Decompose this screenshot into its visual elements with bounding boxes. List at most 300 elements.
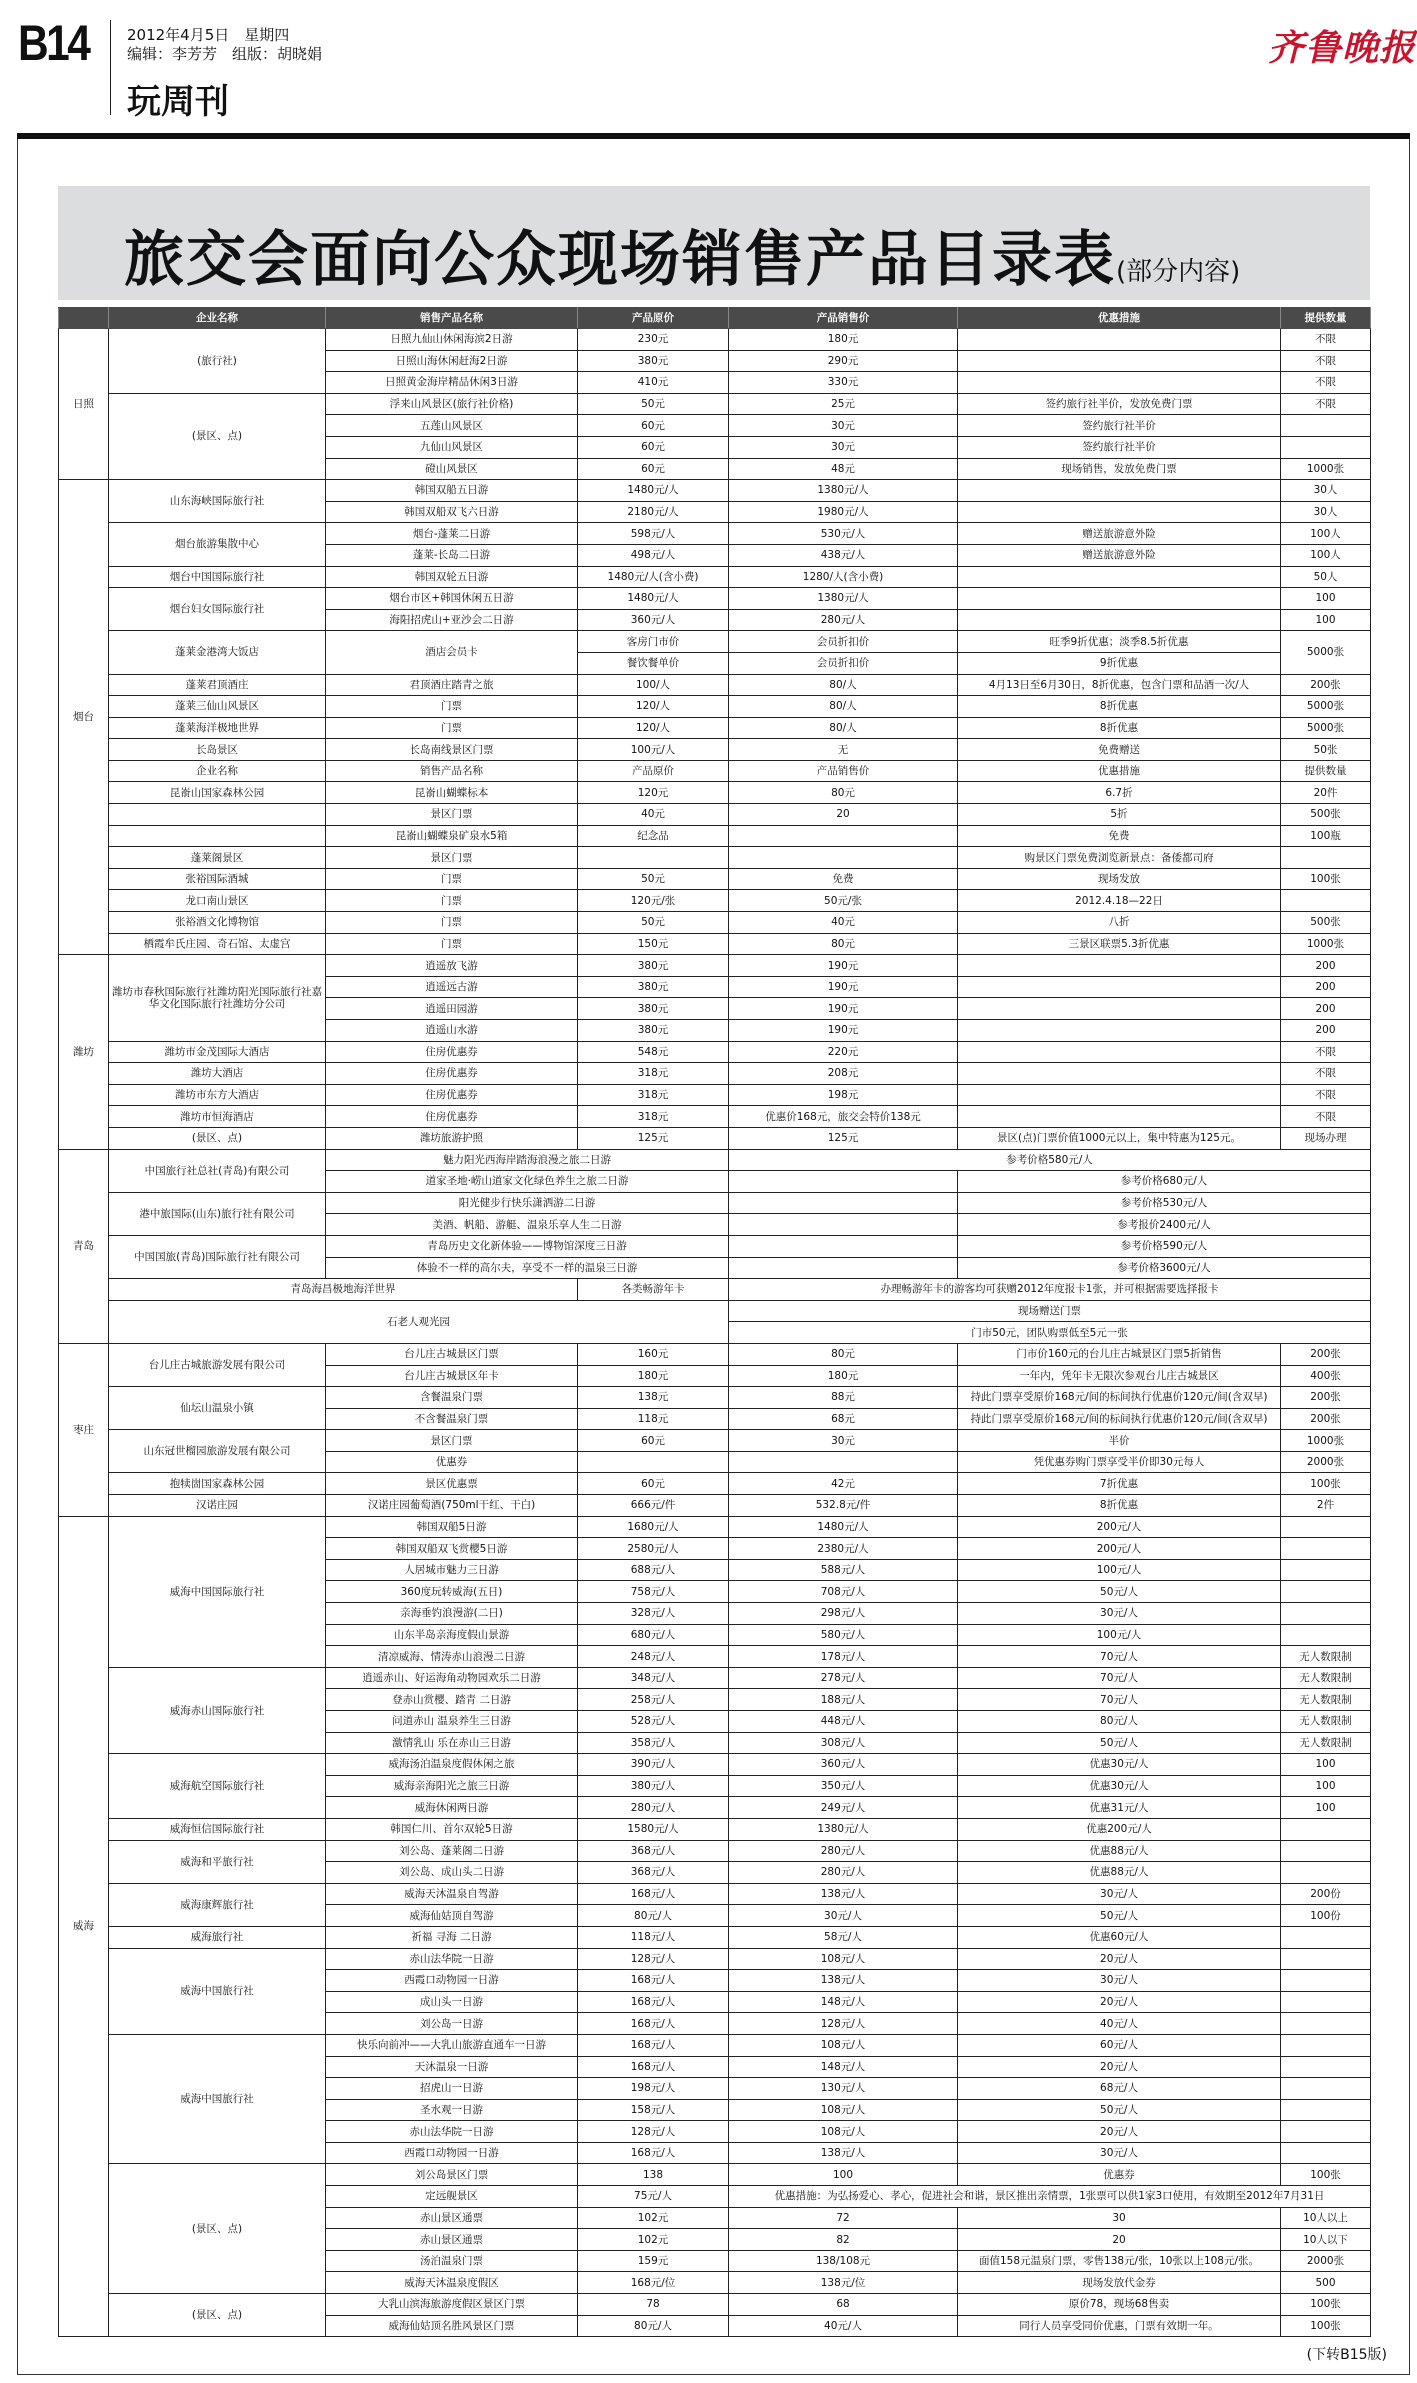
continued-note: (下转B15版) [1306, 2347, 1387, 2363]
table-row [59, 393, 1371, 415]
table-cell [729, 1192, 958, 1214]
table-cell: 含餐温泉门票 [326, 1387, 578, 1409]
table-cell: 各类畅游年卡 [578, 1279, 729, 1301]
column-header: 产品销售价 [729, 308, 958, 329]
table-cell: 烟台旅游集散中心 [109, 523, 326, 566]
table-row [59, 1041, 1371, 1063]
table-cell: 免费赠送 [958, 739, 1281, 761]
table-row [59, 1343, 1371, 1365]
table-cell: 中国旅行社总社(青岛)有限公司 [109, 1149, 326, 1192]
table-cell: 50元/人 [958, 1581, 1281, 1603]
table-cell [729, 1214, 958, 1236]
table-cell: 威海天沐温泉度假区 [326, 2272, 578, 2294]
table-cell: 不限 [1281, 1041, 1371, 1063]
table-cell: 不限 [1281, 1106, 1371, 1128]
table-row [59, 1192, 1371, 1214]
table-cell [1281, 1862, 1371, 1884]
table-cell: 158元/人 [578, 2099, 729, 2121]
table-cell: 逍遥远古游 [326, 976, 578, 998]
table-cell: 日照山海休闲赶海2日游 [326, 350, 578, 372]
table-cell [578, 847, 729, 869]
table-cell: 优惠券 [958, 2164, 1281, 2186]
table-cell [1281, 436, 1371, 458]
table-cell: 潍坊 [59, 955, 109, 1149]
table-row [59, 1926, 1371, 1948]
table-cell [958, 998, 1281, 1020]
table-cell: 住房优惠券 [326, 1063, 578, 1085]
table-cell: 潍坊旅游护照 [326, 1127, 578, 1149]
table-row [59, 717, 1371, 739]
table-cell: 威海中国旅行社 [109, 1948, 326, 2034]
table-cell: 2180元/人 [578, 501, 729, 523]
table-cell: 200 [1281, 976, 1371, 998]
table-row [59, 912, 1371, 934]
table-row [59, 1473, 1371, 1495]
table-cell: 8折优惠 [958, 1495, 1281, 1517]
table-cell: 优惠措施 [958, 760, 1281, 782]
table-cell: 君顶酒庄踏青之旅 [326, 674, 578, 696]
table-cell: 88元 [729, 1387, 958, 1409]
table-cell [958, 1020, 1281, 1042]
table-cell: 1380元/人 [729, 480, 958, 502]
table-cell: 9折优惠 [958, 652, 1281, 674]
table-row [59, 1667, 1371, 1689]
table-cell [1281, 2099, 1371, 2121]
table-cell [1281, 1516, 1371, 1538]
table-cell: 42元 [729, 1473, 958, 1495]
table-cell: 80元 [729, 782, 958, 804]
masthead-divider [110, 20, 111, 115]
table-cell: 60元 [578, 458, 729, 480]
table-cell: 100份 [1281, 1905, 1371, 1927]
table-row [59, 1948, 1371, 1970]
column-header: 企业名称 [109, 308, 326, 329]
table-cell: 72 [729, 2207, 958, 2229]
table-cell [958, 1106, 1281, 1128]
table-row [59, 631, 1371, 653]
table-cell: 会员折扣价 [729, 652, 958, 674]
table-cell: 120元/张 [578, 890, 729, 912]
table-cell: 360元/人 [578, 609, 729, 631]
table-cell: 现场发放 [958, 868, 1281, 890]
table-cell [958, 955, 1281, 977]
table-cell: 不含餐温泉门票 [326, 1408, 578, 1430]
table-cell: 西霞口动物园一日游 [326, 1970, 578, 1992]
table-cell: 368元/人 [578, 1862, 729, 1884]
table-cell: 2000张 [1281, 1451, 1371, 1473]
table-cell: 签约旅行社半价 [958, 436, 1281, 458]
table-cell: 102元 [578, 2229, 729, 2251]
table-cell: 登赤山赏樱、踏青 二日游 [326, 1689, 578, 1711]
table-cell [1281, 1624, 1371, 1646]
table-cell: 532.8元/件 [729, 1495, 958, 1517]
table-row [59, 1754, 1371, 1776]
table-cell: 280元/人 [578, 1797, 729, 1819]
table-cell: 220元 [729, 1041, 958, 1063]
table-cell: 青岛海昌极地海洋世界 [109, 1279, 578, 1301]
table-cell: 蓬莱君顶酒庄 [109, 674, 326, 696]
table-cell: 无人数限制 [1281, 1667, 1371, 1689]
table-cell: 500张 [1281, 804, 1371, 826]
table-cell: 80/人 [729, 674, 958, 696]
table-cell: 潍坊市金茂国际大酒店 [109, 1041, 326, 1063]
table-row [59, 804, 1371, 826]
table-cell: 30元/人 [729, 1905, 958, 1927]
column-header [59, 308, 109, 329]
table-cell: 无 [729, 739, 958, 761]
table-cell [1281, 2078, 1371, 2100]
table-cell: 烟台 [59, 480, 109, 955]
table-cell: 20元/人 [958, 1948, 1281, 1970]
newspaper-logo: 齐鲁晚报 [1268, 27, 1417, 69]
table-cell: 参考价格3600元/人 [958, 1257, 1371, 1279]
table-cell: 不限 [1281, 372, 1371, 394]
table-cell [1281, 2121, 1371, 2143]
table-cell: 118元/人 [578, 1926, 729, 1948]
table-cell: 山东半岛亲海度假山景游 [326, 1624, 578, 1646]
table-cell: 会员折扣价 [729, 631, 958, 653]
table-cell: 烟台市区+韩国休闲五日游 [326, 588, 578, 610]
table-row [59, 674, 1371, 696]
table-cell: 125元 [729, 1127, 958, 1149]
table-cell: 68元 [729, 1408, 958, 1430]
table-cell: 优惠88元/人 [958, 1840, 1281, 1862]
table-cell: 50元 [578, 912, 729, 934]
table-cell: 门票 [326, 912, 578, 934]
table-cell: 128元/人 [578, 2121, 729, 2143]
table-cell: 30元 [729, 1430, 958, 1452]
table-cell: 日照 [59, 329, 109, 480]
table-cell: 50元/人 [958, 1732, 1281, 1754]
table-cell: 360度玩转威海(五日) [326, 1581, 578, 1603]
table-cell: 100 [1281, 609, 1371, 631]
table-cell: 同行人员享受同价优惠，门票有效期一年。 [958, 2315, 1281, 2337]
table-cell: 现场赠送门票 [729, 1300, 1371, 1322]
table-cell: 参考报价2400元/人 [958, 1214, 1371, 1236]
table-cell: 住房优惠券 [326, 1084, 578, 1106]
table-cell: 日照九仙山休闲海滨2日游 [326, 329, 578, 351]
table-row [59, 1235, 1371, 1257]
table-cell: 威海航空国际旅行社 [109, 1754, 326, 1819]
table-cell: 190元 [729, 1020, 958, 1042]
table-cell: 汤泊温泉门票 [326, 2250, 578, 2272]
table-row [59, 1106, 1371, 1128]
table-cell: 美酒、帆船、游艇、温泉乐享人生二日游 [326, 1214, 729, 1236]
table-cell: 威海中国国际旅行社 [109, 1516, 326, 1667]
table-cell: 188元/人 [729, 1689, 958, 1711]
table-cell: 快乐向前冲——大乳山旅游直通车一日游 [326, 2034, 578, 2056]
table-cell: (景区、点) [109, 2164, 326, 2294]
table-cell: 赤山景区通票 [326, 2229, 578, 2251]
table-cell: 烟台中国国际旅行社 [109, 566, 326, 588]
table-cell: 138元/人 [729, 1883, 958, 1905]
table-cell [1281, 1603, 1371, 1625]
table-cell: 招虎山一日游 [326, 2078, 578, 2100]
table-row [59, 696, 1371, 718]
table-cell: 70元/人 [958, 1689, 1281, 1711]
table-cell: 400张 [1281, 1365, 1371, 1387]
table-cell: 70元/人 [958, 1646, 1281, 1668]
table-cell: 5000张 [1281, 631, 1371, 674]
table-cell: 不限 [1281, 1063, 1371, 1085]
table-cell [1281, 1559, 1371, 1581]
table-cell: 体验不一样的高尔夫，享受不一样的温泉三日游 [326, 1257, 729, 1279]
table-cell: 山东海峡国际旅行社 [109, 480, 326, 523]
table-cell: 148元/人 [729, 2056, 958, 2078]
table-cell: 蓬莱-长岛二日游 [326, 544, 578, 566]
table-cell: 102元 [578, 2207, 729, 2229]
table-cell: 130元/人 [729, 2078, 958, 2100]
table-cell: 50张 [1281, 739, 1371, 761]
table-cell: 688元/人 [578, 1559, 729, 1581]
table-cell: 6.7折 [958, 782, 1281, 804]
table-cell: 108元/人 [729, 2121, 958, 2143]
table-cell: 1280/人(含小费) [729, 566, 958, 588]
table-cell: 100瓶 [1281, 825, 1371, 847]
table-cell [1281, 2056, 1371, 2078]
table-cell: 参考价格580元/人 [729, 1149, 1371, 1171]
table-cell: 108元/人 [729, 2034, 958, 2056]
table-cell: 逍遥山水游 [326, 1020, 578, 1042]
table-cell: 优惠价168元，旅交会特价138元 [729, 1106, 958, 1128]
table-cell: 120/人 [578, 717, 729, 739]
page-title [124, 212, 1240, 298]
table-cell: 威海仙姑顶名胜风景区门票 [326, 2315, 578, 2337]
table-cell: 参考价格530元/人 [958, 1192, 1371, 1214]
table-cell: 290元 [729, 350, 958, 372]
table-cell: 580元/人 [729, 1624, 958, 1646]
table-cell [1281, 1926, 1371, 1948]
table-cell: 1000张 [1281, 458, 1371, 480]
table-cell: 200 [1281, 955, 1371, 977]
table-cell: 免费 [729, 868, 958, 890]
table-cell: 韩国双轮五日游 [326, 566, 578, 588]
product-catalog-table [58, 307, 1371, 2337]
table-cell: 住房优惠券 [326, 1106, 578, 1128]
table-row [59, 1084, 1371, 1106]
page-title-main: 旅交会面向公众现场销售产品目录表 [124, 225, 1116, 295]
table-cell [958, 501, 1281, 523]
table-cell: 100 [1281, 1754, 1371, 1776]
table-cell: 1000张 [1281, 933, 1371, 955]
table-cell: 山东冠世榴园旅游发展有限公司 [109, 1430, 326, 1473]
table-cell: 优惠30元/人 [958, 1754, 1281, 1776]
table-cell: 销售产品名称 [326, 760, 578, 782]
table-cell [958, 1041, 1281, 1063]
table-cell: 1580元/人 [578, 1818, 729, 1840]
page-number: B14 [18, 15, 89, 71]
table-cell: 20元/人 [958, 1991, 1281, 2013]
table-cell [958, 480, 1281, 502]
table-cell: 25元 [729, 393, 958, 415]
table-cell: 台儿庄古城景区年卡 [326, 1365, 578, 1387]
table-cell: 198元 [729, 1084, 958, 1106]
table-cell: 318元 [578, 1084, 729, 1106]
table-cell: 景区门票 [326, 847, 578, 869]
table-cell: 48元 [729, 458, 958, 480]
table-cell: 498元/人 [578, 544, 729, 566]
table-cell: 50元 [578, 393, 729, 415]
table-cell: 138元/人 [729, 1970, 958, 1992]
table-cell: 张裕国际酒城 [109, 868, 326, 890]
table-cell: (旅行社) [109, 329, 326, 394]
table-cell: 现场办理 [1281, 1127, 1371, 1149]
table-cell: 118元 [578, 1408, 729, 1430]
table-cell: 潍坊市春秋国际旅行社潍坊阳光国际旅行社嘉华文化国际旅行社潍坊分公司 [109, 955, 326, 1041]
table-cell: 韩国双船五日游 [326, 480, 578, 502]
table-cell: 台儿庄古城景区门票 [326, 1343, 578, 1365]
table-cell: 赤山法华院一日游 [326, 2121, 578, 2143]
table-row [59, 1516, 1371, 1538]
table-cell: 190元 [729, 998, 958, 1020]
table-cell: 20元/人 [958, 2121, 1281, 2143]
table-cell: 180元 [729, 1365, 958, 1387]
table-cell: 威海和平旅行社 [109, 1840, 326, 1883]
table-cell: 100/人 [578, 674, 729, 696]
table-cell: 定远舰景区 [326, 2186, 578, 2208]
table-cell: 产品原价 [578, 760, 729, 782]
table-cell [1281, 890, 1371, 912]
table-cell: 无人数限制 [1281, 1732, 1371, 1754]
table-row [59, 2164, 1371, 2186]
table-cell: 100元/人 [958, 1624, 1281, 1646]
table-cell: 598元/人 [578, 523, 729, 545]
table-cell: 100 [1281, 588, 1371, 610]
table-cell: 258元/人 [578, 1689, 729, 1711]
table-cell: 1480元/人 [729, 1516, 958, 1538]
table-cell: 120/人 [578, 696, 729, 718]
table-cell [1281, 2142, 1371, 2164]
table-cell: 50元/人 [958, 2099, 1281, 2121]
table-cell: 80/人 [729, 717, 958, 739]
table-cell: 10人以上 [1281, 2207, 1371, 2229]
table-cell: 125元 [578, 1127, 729, 1149]
table-cell: 成山头一日游 [326, 1991, 578, 2013]
table-cell: 358元/人 [578, 1732, 729, 1754]
table-cell: 5000张 [1281, 696, 1371, 718]
table-cell: 亲海垂钓浪漫游(二日) [326, 1603, 578, 1625]
table-cell: 528元/人 [578, 1711, 729, 1733]
table-cell: 1480元/人 [578, 588, 729, 610]
table-cell: 蓬莱三仙山风景区 [109, 696, 326, 718]
table-cell: 赤山法华院一日游 [326, 1948, 578, 1970]
table-cell: 159元 [578, 2250, 729, 2272]
table-cell: 20 [958, 2229, 1281, 2251]
table-cell [958, 1084, 1281, 1106]
title-band [58, 186, 1370, 300]
table-cell: 威海旅行社 [109, 1926, 326, 1948]
table-cell: 410元 [578, 372, 729, 394]
table-cell: 40元 [729, 912, 958, 934]
table-cell: 128元/人 [729, 2013, 958, 2035]
table-cell: 2000张 [1281, 2250, 1371, 2272]
table-cell: 40元/人 [958, 2013, 1281, 2035]
table-cell: 八折 [958, 912, 1281, 934]
table-cell [729, 825, 958, 847]
table-cell: 120元 [578, 782, 729, 804]
table-cell: 门票 [326, 868, 578, 890]
table-cell: 石老人观光园 [109, 1300, 729, 1343]
table-cell: 酒店会员卡 [326, 631, 578, 674]
table-cell: 不限 [1281, 1084, 1371, 1106]
table-cell: 蓬莱海洋极地世界 [109, 717, 326, 739]
table-cell: 提供数量 [1281, 760, 1371, 782]
table-cell: 免费 [958, 825, 1281, 847]
table-row [59, 523, 1371, 545]
table-cell: 五莲山风景区 [326, 415, 578, 437]
table-cell: 优惠券 [326, 1451, 578, 1473]
table-row [59, 1063, 1371, 1085]
table-cell: 逍遥放飞游 [326, 955, 578, 977]
table-cell: 280元/人 [729, 1840, 958, 1862]
table-cell: 长岛南线景区门票 [326, 739, 578, 761]
table-cell: 1680元/人 [578, 1516, 729, 1538]
table-cell: 168元/人 [578, 1970, 729, 1992]
table-cell [1281, 2034, 1371, 2056]
table-cell: 汉诺庄园葡萄酒(750ml干红、干白) [326, 1495, 578, 1517]
table-row [59, 933, 1371, 955]
table-cell [958, 1063, 1281, 1085]
table-cell: 78 [578, 2294, 729, 2316]
table-cell: 68 [729, 2294, 958, 2316]
table-cell [1281, 1840, 1371, 1862]
table-cell: 230元 [578, 329, 729, 351]
table-cell: 抱犊崮国家森林公园 [109, 1473, 326, 1495]
table-cell: 优惠措施：为弘扬爱心、孝心，促进社会和谐，景区推出亲情票，1张票可以供1家3口使用，有效期至2012年7月31日 [729, 2186, 1371, 2208]
table-cell: 西霞口动物园一日游 [326, 2142, 578, 2164]
table-cell: 仙坛山温泉小镇 [109, 1387, 326, 1430]
table-cell: 不限 [1281, 350, 1371, 372]
table-row [59, 1127, 1371, 1149]
table-row [59, 955, 1371, 977]
table-cell: 1000张 [1281, 1430, 1371, 1452]
table-cell: 100人 [1281, 544, 1371, 566]
table-row [59, 1300, 1371, 1322]
table-cell: 148元/人 [729, 1991, 958, 2013]
table-cell [958, 566, 1281, 588]
table-cell: 1980元/人 [729, 501, 958, 523]
table-cell [729, 1171, 958, 1193]
table-cell: 2012.4.18—22日 [958, 890, 1281, 912]
table-cell: 328元/人 [578, 1603, 729, 1625]
table-cell: 100张 [1281, 2315, 1371, 2337]
table-cell: 枣庄 [59, 1343, 109, 1516]
table-cell: 138 [578, 2164, 729, 2186]
table-cell: 门票 [326, 890, 578, 912]
table-cell: 威海中国旅行社 [109, 2034, 326, 2164]
table-cell: 280元/人 [729, 1862, 958, 1884]
table-cell: 无人数限制 [1281, 1711, 1371, 1733]
table-cell: 100人 [1281, 523, 1371, 545]
table-cell: 威海休闲两日游 [326, 1797, 578, 1819]
table-cell: 160元 [578, 1343, 729, 1365]
table-cell: 108元/人 [729, 1948, 958, 1970]
editor-credits: 编辑：李芳芳 组版：胡晓娟 [127, 45, 323, 63]
table-cell: 签约旅行社半价，发放免费门票 [958, 393, 1281, 415]
column-header: 提供数量 [1281, 308, 1371, 329]
table-cell: 门票 [326, 696, 578, 718]
table-cell: 20 [729, 804, 958, 826]
table-cell: 190元 [729, 976, 958, 998]
table-cell: 威海赤山国际旅行社 [109, 1667, 326, 1753]
table-cell: 58元/人 [729, 1926, 958, 1948]
table-cell: 200 [1281, 1020, 1371, 1042]
table-cell: 168元/人 [578, 2056, 729, 2078]
table-cell: 客房门市价 [578, 631, 729, 653]
table-cell: 1380元/人 [729, 1818, 958, 1840]
table-cell: 168元/人 [578, 2013, 729, 2035]
table-cell: 旺季9折优惠；淡季8.5折优惠 [958, 631, 1281, 653]
